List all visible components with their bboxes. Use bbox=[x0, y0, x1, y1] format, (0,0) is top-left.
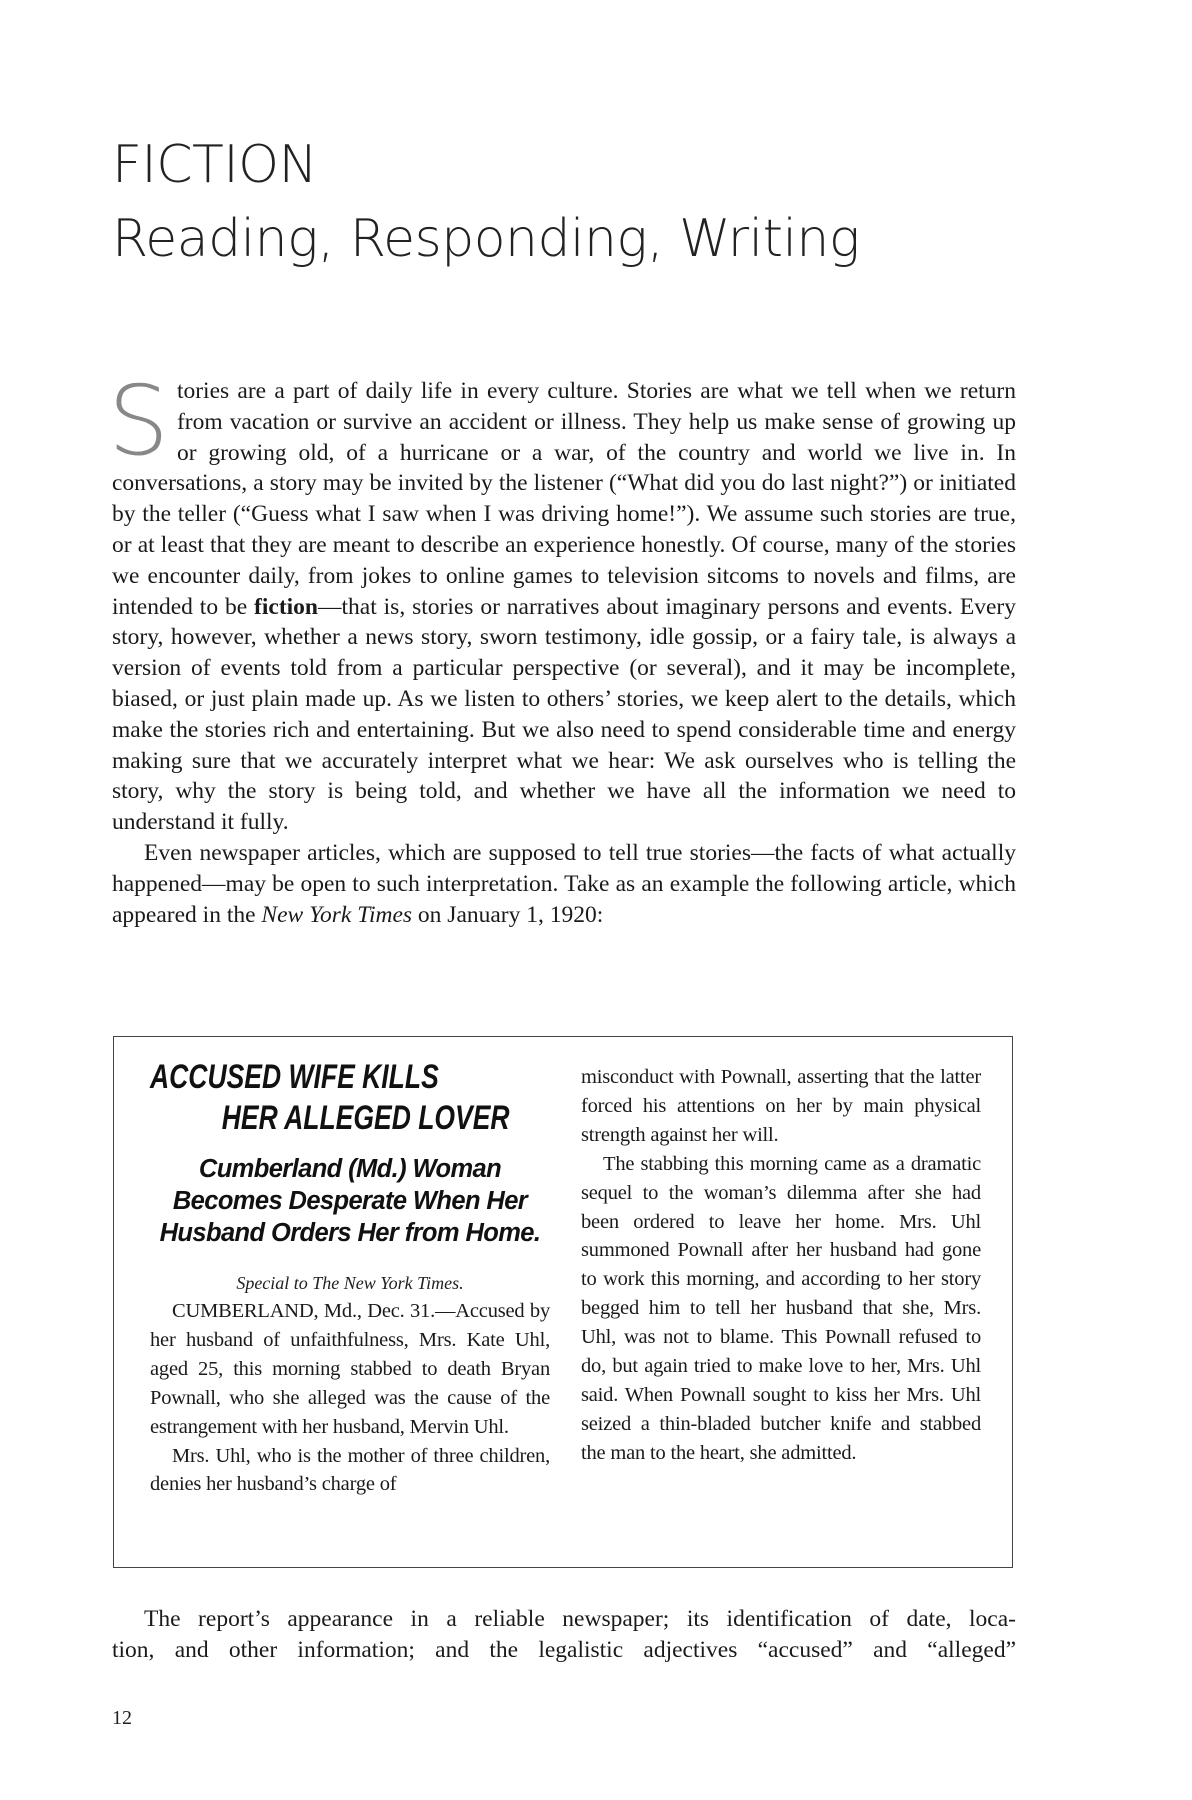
intro-p2-text-b: on January 1, 1920: bbox=[412, 901, 604, 928]
newspaper-article-box bbox=[113, 1036, 1013, 1568]
intro-text bbox=[108, 365, 1016, 930]
article-column-right bbox=[581, 1063, 981, 1468]
drop-cap: S bbox=[108, 365, 169, 477]
article-paragraph-2-start: Mrs. Uhl, who is the mother of three children, denies her husband’s charge of bbox=[150, 1444, 550, 1496]
fiction-term: fiction bbox=[254, 593, 319, 620]
page-number: 12 bbox=[112, 1707, 132, 1729]
intro-p1-text-a: tories are a part of daily life in every culture. Stories are what we tell when we return from vacation or survive an accident or illness. They help us make sense of growing up or growing old, of a hurricane or a war, of the country and world we live in. In conversations, a story may be invited by the listener (“What did you do last night?”) or initiated by the teller (“Guess what I saw when I was driving home!”). We assume such stories are true, or at least that they are meant to describe an experience honestly. Of course, many of the stories we encounter daily, from jokes to online games to television sitcoms to novels and films, are intended to be bbox=[112, 378, 1016, 620]
intro-paragraph-2 bbox=[112, 838, 1016, 930]
article-paragraph-2-end: misconduct with Pownall, asserting that the latter forced his attentions on her by main physical strength against her will. bbox=[581, 1066, 981, 1146]
article-headline-line-1: ACCUSED WIFE KILLS bbox=[150, 1058, 439, 1096]
chapter-title-line-2: Reading, Responding, Writing bbox=[112, 209, 860, 269]
chapter-title-line-1: FICTION bbox=[112, 135, 317, 195]
intro-p1-text-b: —that is, stories or narratives about imaginary persons and events. Every story, however, whether a news story, sworn testimony, idle gossip, or a fairy tale, is always a version of events told from a particular perspective (or several), and it may be incomplete, biased, or just plain made up. As we listen to others’ stories, we keep alert to the details, which make the stories rich and entertaining. But we also need to spend considerable time and energy making sure that we accurately interpret what we hear: We ask ourselves who is telling the story, why the story is being told, and whether we have all the information we need to understand it fully. bbox=[112, 593, 1016, 836]
article-headline-line-2: HER ALLEGED LOVER bbox=[221, 1099, 510, 1137]
intro-p2-text-a: Even newspaper articles, which are supposed to tell true stories—the facts of what actually happened—may be open to such interpretation. Take as an example the following article, which appeared in the bbox=[112, 839, 1016, 928]
article-dateline-source: Special to The New York Times. bbox=[236, 1273, 464, 1293]
article-paragraph-3: The stabbing this morning came as a dramatic sequel to the woman’s dilemma after she had been ordered to leave her home. Mrs. Uhl summoned Pownall after her husband had gone to work this morning, and according to her story begged him to tell her husband that she, Mrs. Uhl, was not to blame. This Pownall refused to do, but again tried to make love to her, Mrs. Uhl said. When Pownall sought to kiss her Mrs. Uhl seized a thin-bladed butcher knife and stabbed the man to the heart, she admitted. bbox=[581, 1152, 981, 1464]
article-paragraph-1: CUMBERLAND, Md., Dec. 31.—Accused by her husband of unfaithfulness, Mrs. Kate Uhl, aged 25, this morning stabbed to death Bryan Pownall, who she alleged was the cause of the estrangement with her husband, Mervin Uhl. bbox=[150, 1300, 550, 1438]
newspaper-name: New York Times bbox=[261, 901, 413, 928]
continuation-line-1: The report’s appearance in a reliable newspaper; its identification of date, loca- bbox=[144, 1606, 1016, 1632]
article-column-left bbox=[150, 1057, 550, 1499]
article-headline bbox=[150, 1057, 549, 1139]
chapter-title bbox=[112, 128, 1012, 276]
continuation-line-2: tion, and other information; and the legalistic adjectives “accused” and “alleged” bbox=[112, 1637, 1016, 1663]
intro-paragraph-1 bbox=[108, 365, 1016, 838]
article-subhead: Cumberland (Md.) Woman Becomes Desperate When Her Husband Orders Her from Home. bbox=[159, 1155, 541, 1247]
